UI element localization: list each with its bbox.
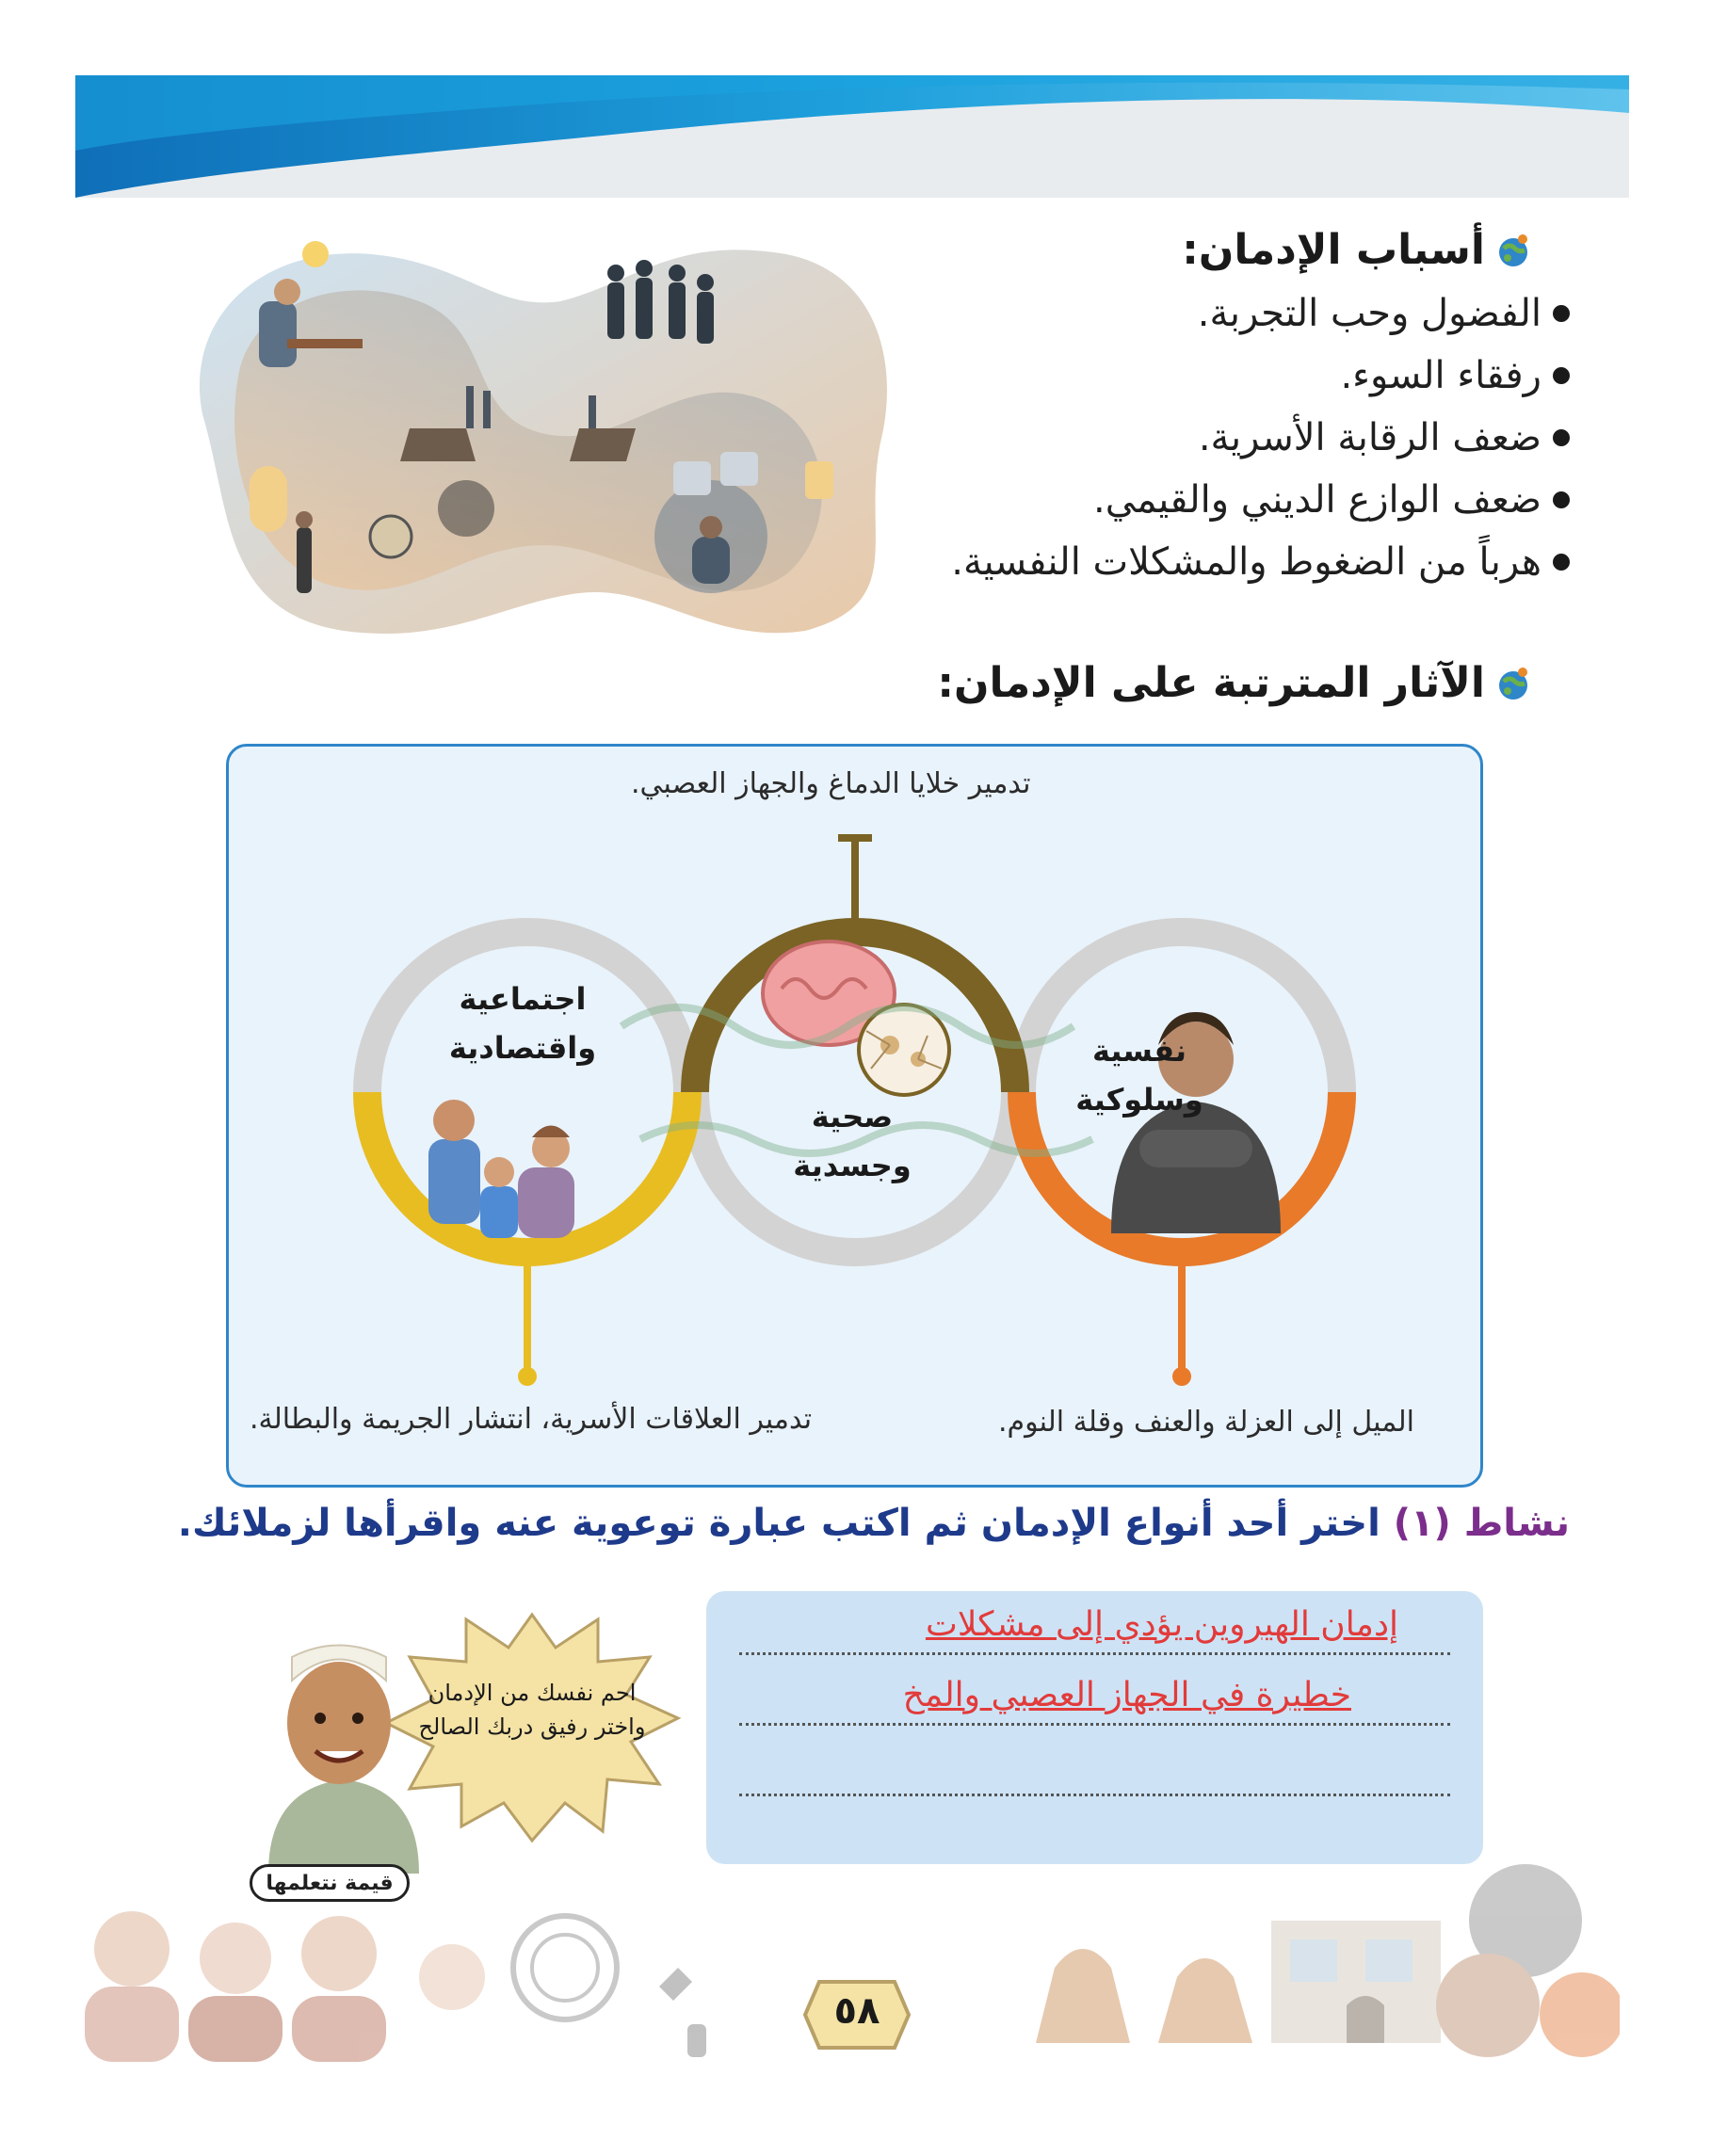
activity-title — [178, 1502, 1570, 1545]
speech-text: احم نفسك من الإدمان واختر رفيق دربك الصالح — [418, 1680, 646, 1740]
globe-icon — [1494, 665, 1532, 702]
bullet-icon — [1553, 491, 1570, 508]
social-label-line1: اجتماعية — [459, 981, 587, 1017]
causes-illustration — [184, 226, 909, 645]
psych-label-line1: نفسية — [1091, 1033, 1187, 1069]
left-effect-text: تدمير العلاقات الأسرية، انتشار الجريمة والبطالة. — [250, 1403, 813, 1436]
cause-text: هرباً من الضغوط والمشكلات النفسية. — [951, 540, 1542, 584]
page-number: ٥٨ — [833, 1989, 880, 2033]
globe-icon — [1494, 232, 1532, 269]
right-effect-text: الميل إلى العزلة والعنف وقلة النوم. — [998, 1406, 1415, 1439]
footer-left-illustration — [75, 1883, 753, 2062]
answer-text-line1: إدمان الهيروين يؤدي إلى مشكلات — [925, 1605, 1398, 1644]
right-connector-dot — [1172, 1367, 1191, 1386]
cause-text: رفقاء السوء. — [1340, 354, 1542, 397]
bullet-icon — [1553, 367, 1570, 384]
causes-list — [951, 282, 1570, 593]
effects-heading — [937, 659, 1532, 707]
health-label-line2: وجسدية — [793, 1148, 912, 1183]
answer-line-3 — [739, 1794, 1450, 1796]
value-badge: قيمة نتعلمها — [250, 1864, 410, 1902]
psych-label-line2: وسلوكية — [1075, 1082, 1203, 1118]
list-item — [951, 282, 1570, 345]
bullet-icon — [1553, 429, 1570, 446]
effects-heading-text: الآثار المترتبة على الإدمان: — [937, 659, 1485, 707]
footer-right-illustration — [998, 1864, 1620, 2062]
social-economic-label — [443, 974, 603, 1072]
list-item — [951, 407, 1570, 469]
social-label-line2: واقتصادية — [448, 1030, 597, 1066]
left-connector-dot — [518, 1367, 537, 1386]
list-item — [951, 531, 1570, 593]
top-effect-text: تدمير خلايا الدماغ والجهاز العصبي. — [631, 767, 1031, 800]
activity-label: نشاط — [1463, 1502, 1570, 1545]
answer-box[interactable] — [706, 1591, 1483, 1864]
cause-text: الفضول وحب التجربة. — [1197, 292, 1542, 335]
cause-text: ضعف الرقابة الأسرية. — [1198, 416, 1542, 459]
cause-text: ضعف الوازع الديني والقيمي. — [1092, 478, 1542, 522]
bullet-icon — [1553, 554, 1570, 571]
activity-prompt: اختر أحد أنواع الإدمان ثم اكتب عبارة توعوية عنه واقرأها لزملائك. — [177, 1502, 1380, 1545]
causes-heading-text: أسباب الإدمان: — [1182, 226, 1485, 274]
family-illustration — [428, 1100, 574, 1238]
answer-text-line2: خطيرة في الجهاز العصبي والمخ — [902, 1676, 1351, 1714]
activity-number: (١) — [1393, 1502, 1451, 1545]
answer-line-1 — [739, 1652, 1450, 1655]
bullet-icon — [1553, 305, 1570, 322]
psych-behavioral-label — [1069, 1026, 1210, 1124]
list-item — [951, 345, 1570, 407]
boy-illustration — [259, 1601, 424, 1874]
causes-heading — [1182, 226, 1532, 274]
health-physical-label — [782, 1092, 923, 1190]
list-item — [951, 469, 1570, 531]
health-label-line1: صحية — [811, 1099, 894, 1134]
header-wave — [75, 75, 1629, 198]
answer-line-2 — [739, 1723, 1450, 1726]
